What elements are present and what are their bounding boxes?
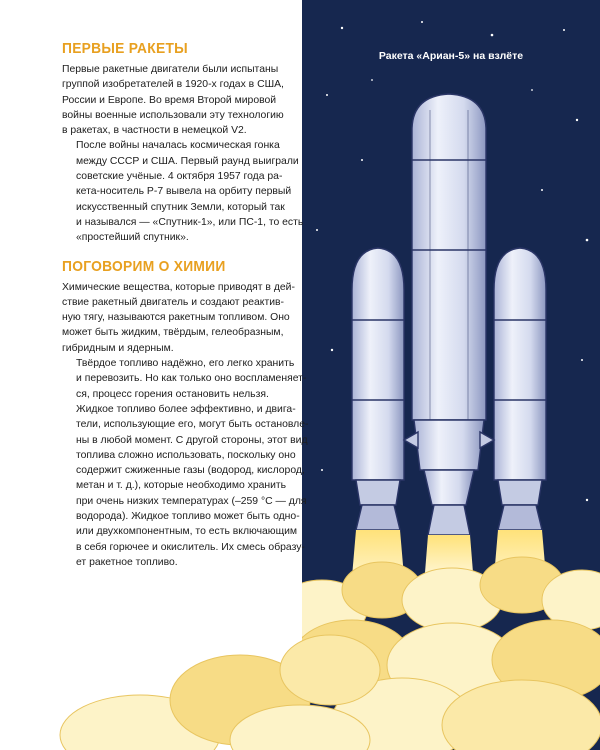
illustration-caption: Ракета «Ариан-5» на взлёте: [378, 50, 524, 62]
text-line: и назывался — «Спутник-1», или ПС-1, то есть: [76, 216, 304, 228]
text-line: в ракетах, в частности в немецкой V2.: [62, 125, 247, 137]
article-text: [62, 40, 309, 570]
text-line: при очень низких температурах (–259 °С — для: [76, 495, 307, 507]
text-line: топлива сложно использовать, поскольку оно: [76, 449, 296, 461]
section-heading-chemistry: ПОГОВОРИМ О ХИМИИ: [62, 257, 226, 275]
paragraph: [62, 356, 307, 402]
text-line: группой изобретателей в 1920-х годах в США,: [62, 79, 284, 91]
text-line: может быть жидким, твёрдым, гелеобразным,: [62, 327, 284, 339]
text-line: ны в любой момент. С другой стороны, этот вид: [76, 434, 308, 446]
paragraph: [62, 138, 304, 245]
text-line: Химические вещества, которые приводят в дей-: [62, 281, 295, 293]
text-line: войны военные использовали эту технологию: [62, 109, 284, 121]
text-line: «простейший спутник».: [76, 232, 189, 244]
text-line: водорода). Жидкое топливо может быть одно-: [76, 511, 300, 523]
paragraph: [62, 62, 298, 138]
text-line: кета-носитель Р-7 вывела на орбиту первый: [76, 186, 292, 198]
text-line: ствие ракетный двигатель и создают реактив-: [62, 296, 284, 308]
paragraph: [62, 280, 298, 356]
text-line: России и Европе. Во время Второй мировой: [62, 94, 277, 106]
text-line: ет ракетное топливо.: [76, 556, 178, 568]
text-line: После войны началась космическая гонка: [76, 140, 280, 152]
text-line: метан и т. д.), которые необходимо хранить: [76, 480, 287, 492]
text-line: между СССР и США. Первый раунд выиграли: [76, 155, 299, 167]
section-heading-first-rockets: ПЕРВЫЕ РАКЕТЫ: [62, 40, 188, 57]
text-line: и перевозить. Но как только оно воспламеняет-: [76, 373, 307, 385]
text-line: содержит сжиженные газы (водород, кислород,: [76, 465, 305, 477]
core-stage: [412, 94, 486, 535]
text-line: советские учёные. 4 октября 1957 года ра-: [76, 171, 283, 183]
text-line: Твёрдое топливо надёжно, его легко хранить: [76, 358, 295, 370]
smoke-clouds: [302, 557, 600, 750]
text-line: Жидкое топливо более эффективно, и двига-: [76, 403, 296, 415]
paragraph: [62, 402, 309, 570]
text-line: в себя горючее и окислитель. Их смесь образу-: [76, 541, 305, 553]
text-line: искусственный спутник Земли, который так: [76, 201, 285, 213]
text-line: тели, использующие его, могут быть остановле-: [76, 419, 309, 431]
rocket-launch-scene: [302, 0, 600, 750]
rocket-illustration: [302, 0, 600, 750]
text-line: ся, процесс горения остановить нельзя.: [76, 388, 269, 400]
text-line: Первые ракетные двигатели были испытаны: [62, 64, 279, 75]
text-line: гибридным и ядерным.: [62, 342, 174, 354]
text-line: или двухкомпонентным, то есть включающим: [76, 526, 298, 538]
text-line: ную тягу, называются ракетным топливом. Оно: [62, 312, 290, 324]
